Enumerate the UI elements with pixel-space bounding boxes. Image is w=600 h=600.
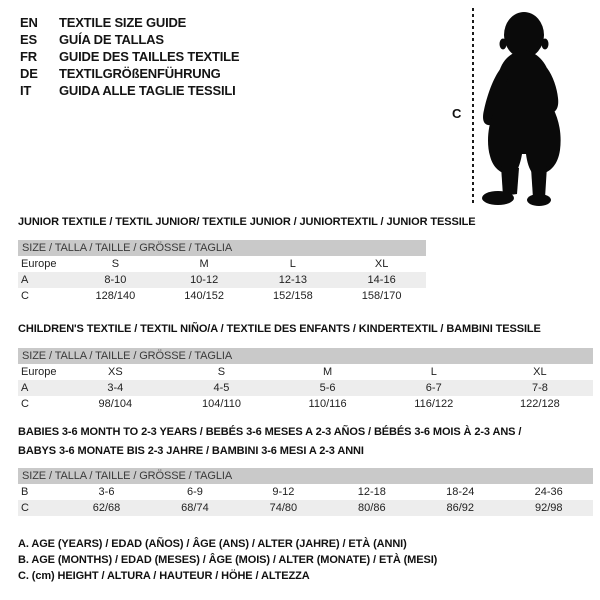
table-row [18, 380, 593, 396]
lang-label: GUÍA DE TALLAS [59, 32, 164, 47]
lang-code: DE [20, 66, 38, 81]
table-cell: 140/152 [184, 290, 225, 302]
table-row [18, 484, 593, 500]
children-size-table [18, 348, 593, 412]
lang-code: EN [20, 15, 38, 30]
table-cell: L [430, 366, 437, 378]
table-cell: 104/110 [202, 398, 241, 410]
size-header-cell: SIZE / TALLA / TAILLE / GRÖSSE / TAGLIA [18, 240, 426, 256]
row-label-cell: Europe [21, 258, 57, 270]
table-cell: 10-12 [160, 272, 249, 288]
lang-row-fr [20, 48, 239, 65]
table-cell: 92/98 [504, 500, 593, 516]
section-title-line: BABYS 3-6 MONATE BIS 2-3 JAHRE / BAMBINI 3-6 MESI A 2-3 ANNI [18, 445, 364, 457]
lang-label: GUIDA ALLE TAGLIE TESSILI [59, 83, 236, 98]
table-cell: 62/68 [62, 500, 150, 516]
lang-code: IT [20, 83, 32, 98]
table-cell: 24-36 [534, 486, 563, 498]
table-cell: XL [533, 366, 547, 378]
table-row [18, 288, 426, 304]
row-label-cell: C [21, 290, 29, 302]
lang-code: ES [20, 32, 37, 47]
row-label-cell: C [18, 500, 62, 516]
table-cell: 6-9 [186, 486, 203, 498]
lang-row-de [20, 65, 239, 82]
height-marker-label: C [452, 106, 462, 121]
table-cell: 12-18 [357, 486, 386, 498]
footnote-age-years: A. AGE (YEARS) / EDAD (AÑOS) / ÂGE (ANS) / ALTER (JAHRE) / ETÀ (ANNI) [18, 538, 407, 550]
row-label-cell: A [18, 380, 62, 396]
table-cell: 9-12 [272, 486, 295, 498]
row-label-cell: C [21, 398, 29, 410]
section-title-babies [18, 423, 578, 461]
table-cell: 3-4 [62, 380, 168, 396]
lang-row-en [20, 14, 239, 31]
section-title-children [18, 320, 541, 339]
section-title-junior [18, 213, 476, 232]
table-cell: S [111, 258, 120, 270]
table-cell: XS [107, 366, 123, 378]
lang-label: TEXTILGRÖßENFÜHRUNG [59, 66, 221, 81]
row-label-cell: A [18, 272, 71, 288]
size-header-cell: SIZE / TALLA / TAILLE / GRÖSSE / TAGLIA [18, 468, 593, 484]
table-cell: 128/140 [95, 290, 136, 302]
table-header-band [18, 240, 426, 256]
lang-row-it [20, 82, 239, 99]
lang-row-es [20, 31, 239, 48]
table-cell: 122/128 [520, 398, 560, 410]
table-cell: 4-5 [168, 380, 274, 396]
lang-label: TEXTILE SIZE GUIDE [59, 15, 187, 30]
footnotes [18, 536, 437, 584]
language-title-list [20, 14, 239, 99]
lang-code: FR [20, 49, 37, 64]
table-cell: 68/74 [151, 500, 239, 516]
height-dotted-line [472, 8, 474, 206]
footnote-height: C. (cm) HEIGHT / ALTURA / HAUTEUR / HÖHE / ALTEZZA [18, 570, 310, 582]
table-cell: M [199, 258, 209, 270]
footnote-age-months: B. AGE (MONTHS) / EDAD (MESES) / ÂGE (MOIS) / ALTER (MONATE) / ETÀ (MESI) [18, 554, 438, 566]
table-row [18, 272, 426, 288]
table-cell: 12-13 [249, 272, 338, 288]
section-title-line: BABIES 3-6 MONTH TO 2-3 YEARS / BEBÉS 3-6 MESES A 2-3 AÑOS / BÉBÉS 3-6 MOIS À 2-3 ANS / [18, 426, 522, 438]
table-cell: 74/80 [239, 500, 327, 516]
table-cell: 110/116 [308, 398, 347, 410]
babies-size-table [18, 468, 593, 516]
section-title-line: CHILDREN'S TEXTILE / TEXTIL NIÑO/A / TEXTILE DES ENFANTS / KINDERTEXTIL / BAMBINI TESSILE [18, 323, 541, 335]
table-cell: 80/86 [328, 500, 416, 516]
table-row [18, 396, 593, 412]
table-cell: 6-7 [381, 380, 487, 396]
row-label-cell: B [21, 486, 29, 498]
table-cell: XL [374, 258, 389, 270]
table-cell: S [217, 366, 226, 378]
table-cell: 152/158 [272, 290, 313, 302]
table-header-band [18, 468, 593, 484]
baby-silhouette-icon [479, 8, 567, 208]
table-header-band [18, 348, 593, 364]
table-cell: 158/170 [361, 290, 402, 302]
row-label-cell: Europe [21, 366, 57, 378]
table-cell: 86/92 [416, 500, 504, 516]
table-cell: 5-6 [275, 380, 381, 396]
table-cell: 7-8 [487, 380, 593, 396]
table-cell: 98/104 [98, 398, 133, 410]
table-cell: 14-16 [337, 272, 426, 288]
table-cell: 18-24 [446, 486, 475, 498]
lang-label: GUIDE DES TAILLES TEXTILE [59, 49, 240, 64]
table-cell: L [289, 258, 296, 270]
table-cell: 116/122 [414, 398, 454, 410]
table-row [18, 364, 593, 380]
table-cell: M [323, 366, 333, 378]
size-header-cell: SIZE / TALLA / TAILLE / GRÖSSE / TAGLIA [18, 348, 593, 364]
table-row [18, 256, 426, 272]
table-cell: 8-10 [71, 272, 160, 288]
junior-size-table [18, 240, 426, 304]
table-row [18, 500, 593, 516]
table-cell: 3-6 [98, 486, 115, 498]
section-title-line: JUNIOR TEXTILE / TEXTIL JUNIOR/ TEXTILE JUNIOR / JUNIORTEXTIL / JUNIOR TESSILE [18, 216, 476, 228]
